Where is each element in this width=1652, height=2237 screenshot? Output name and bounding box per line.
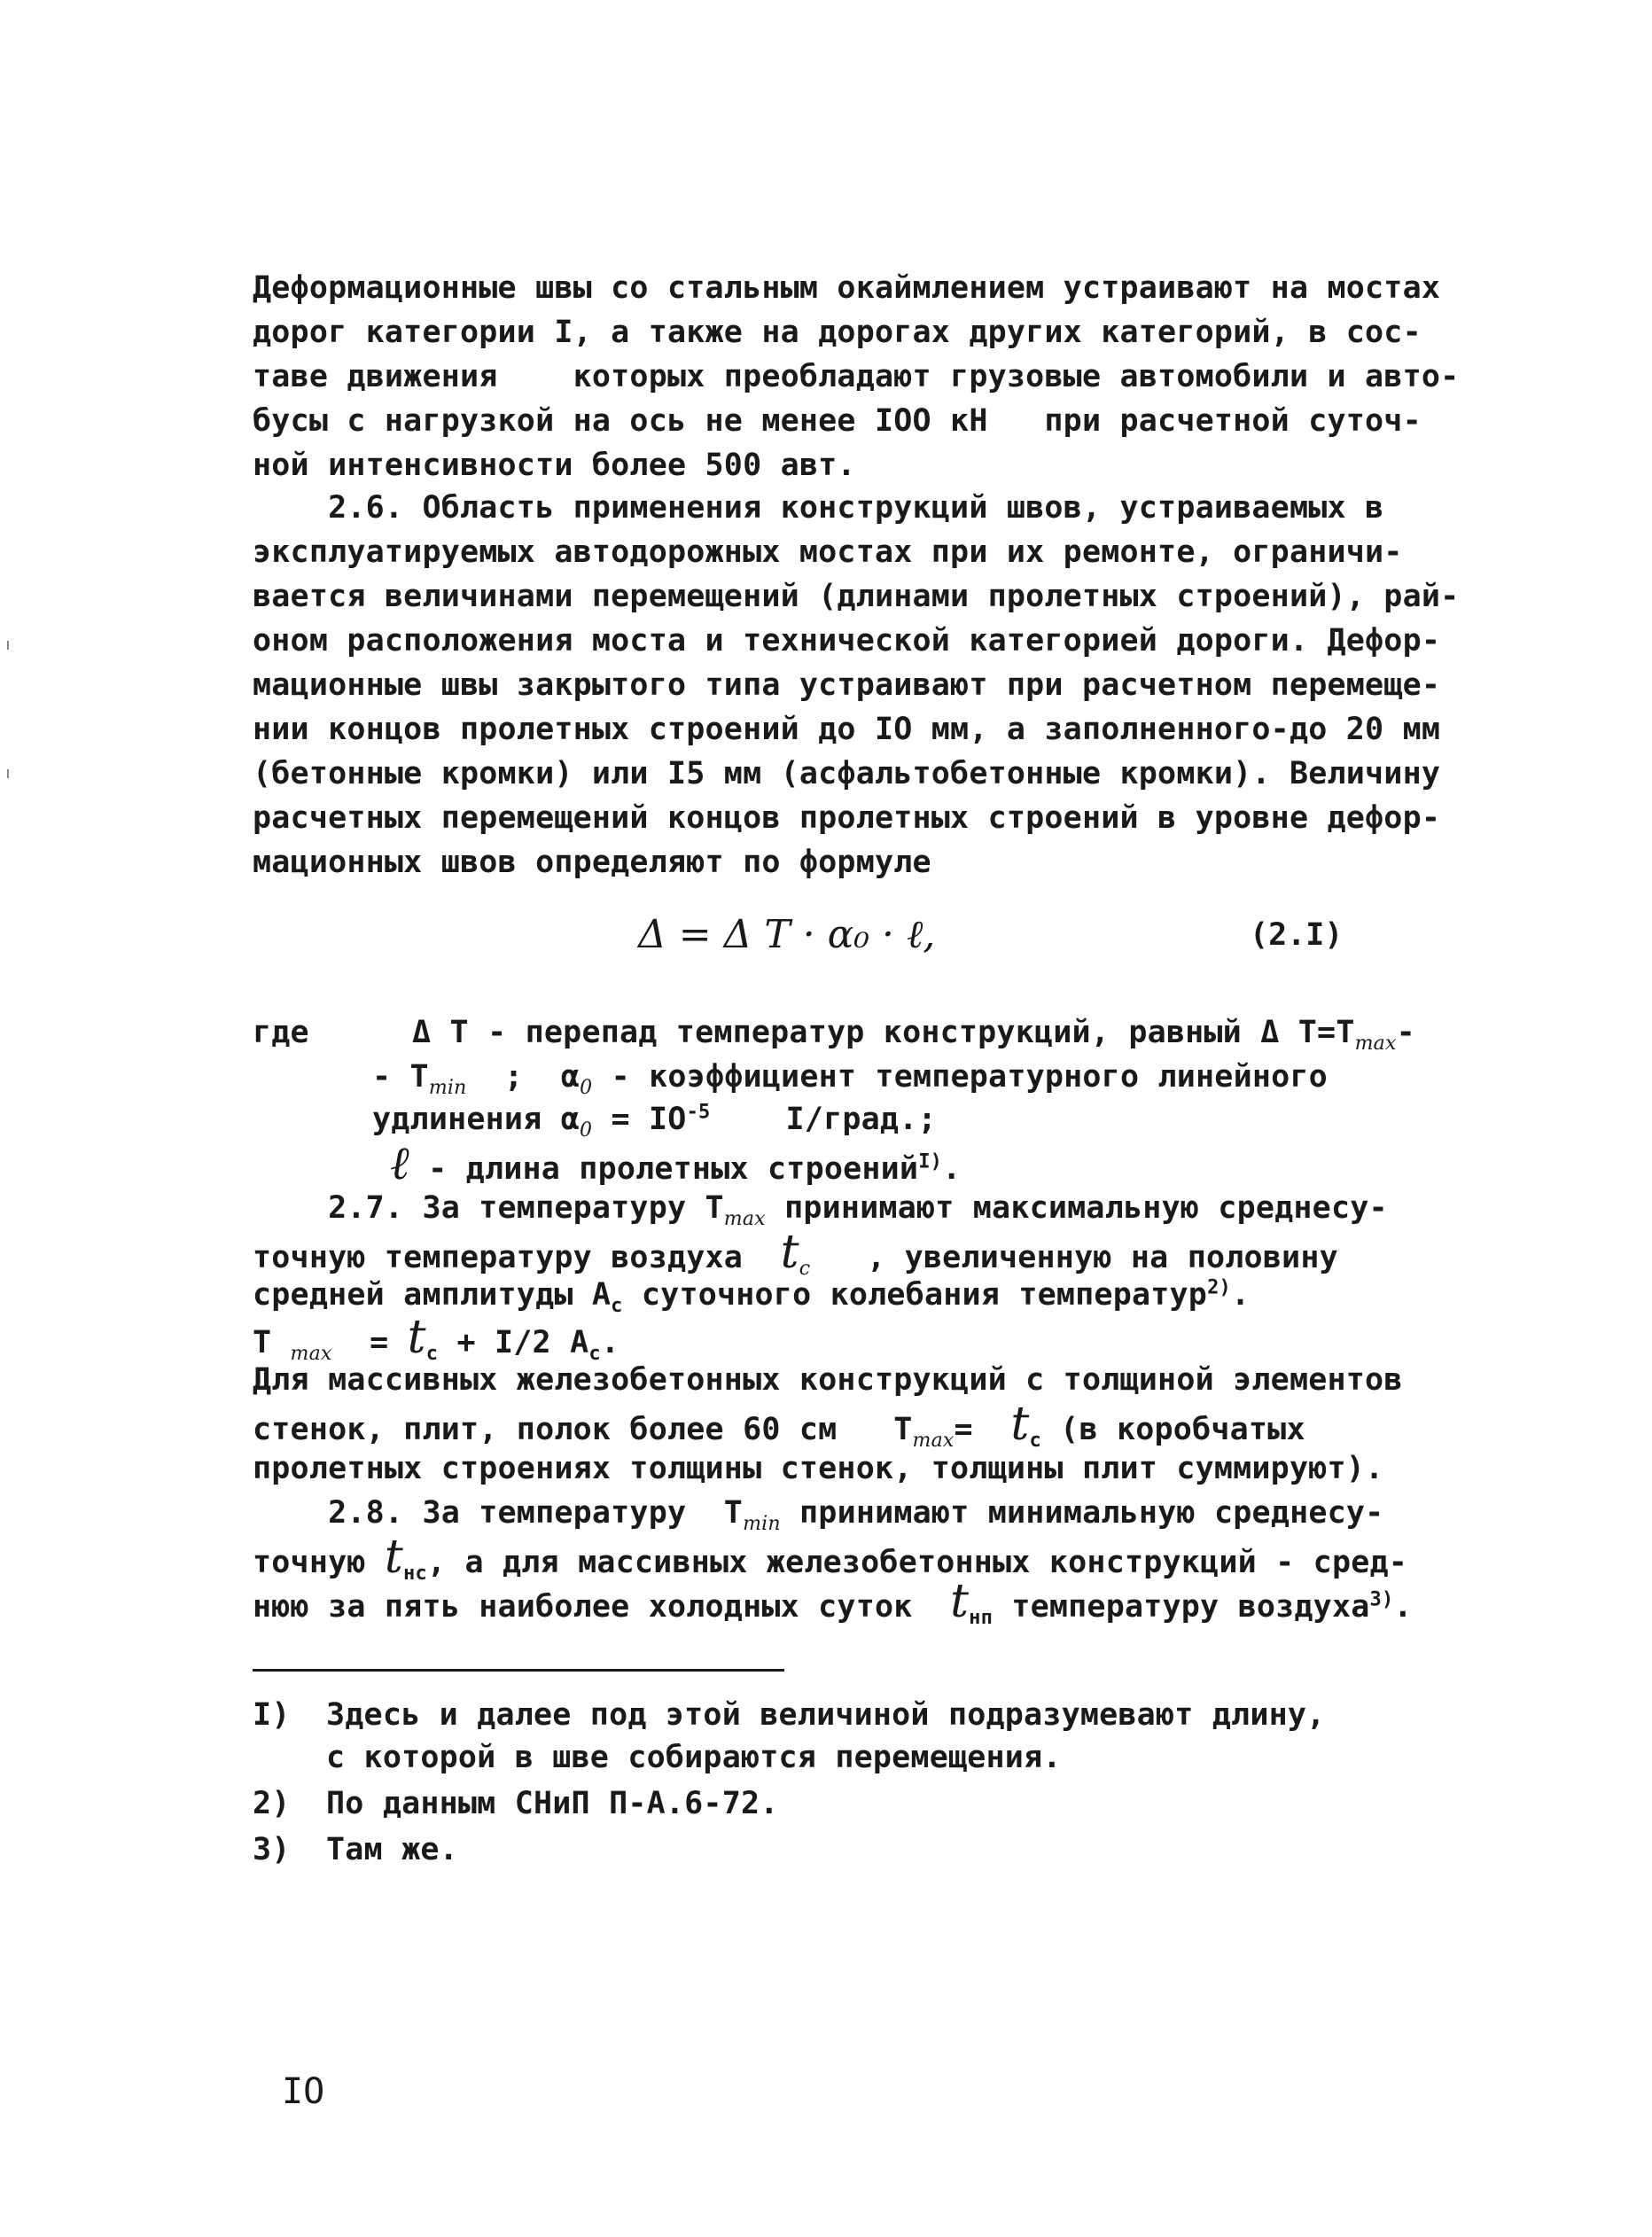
text-span: = bbox=[954, 1412, 1011, 1447]
subscript: max bbox=[1354, 1033, 1397, 1055]
text-line: пролетных строениях толщины стенок, толщины плит суммируют). bbox=[253, 1451, 1384, 1486]
where-text: . bbox=[942, 1151, 962, 1187]
text-span: точную bbox=[253, 1545, 385, 1580]
text-line bbox=[253, 1491, 1383, 1535]
text-line: ной интенсивности более 500 авт. bbox=[253, 448, 856, 483]
text-line: эксплуатируемых автодорожных мостах при их ремонте, ограничи- bbox=[253, 534, 1403, 570]
subscript: min bbox=[743, 1513, 781, 1535]
footnote-divider bbox=[253, 1669, 784, 1672]
temp-symbol: t bbox=[407, 1311, 426, 1364]
footnote-text: Там же. bbox=[326, 1832, 458, 1867]
where-text: - bbox=[1396, 1015, 1415, 1050]
text-span: температуру воздуха bbox=[993, 1589, 1370, 1625]
temp-symbol: t bbox=[384, 1531, 404, 1584]
footnote-text: с которой в шве собираются перемещения. bbox=[326, 1740, 1062, 1775]
text-line bbox=[253, 1273, 1250, 1317]
where-text: удлинения α bbox=[372, 1102, 580, 1137]
text-line bbox=[253, 1575, 1413, 1629]
text-line: расчетных перемещений концов пролетных строений в уровне дефор- bbox=[253, 800, 1441, 836]
where-line bbox=[390, 1137, 962, 1191]
text-span: средней амплитуды A bbox=[253, 1277, 612, 1313]
text-line: мационные швы закрытого типа устраивают при расчетном перемеще- bbox=[253, 667, 1441, 703]
where-line bbox=[372, 1055, 1328, 1099]
subscript: max bbox=[912, 1430, 955, 1452]
footnote-mark: I) bbox=[253, 1697, 291, 1733]
footnote-mark: 3) bbox=[253, 1832, 291, 1867]
where-text: ; α bbox=[466, 1059, 581, 1095]
subscript: нп bbox=[969, 1607, 994, 1629]
text-line: оном расположения моста и технической категорией дороги. Дефор- bbox=[253, 623, 1441, 659]
subscript: c bbox=[799, 1258, 811, 1280]
text-line: дорог категории I, а также на дорогах других категорий, в сос- bbox=[253, 315, 1422, 350]
where-line bbox=[412, 1010, 1415, 1055]
superscript: 2) bbox=[1207, 1276, 1231, 1299]
text-span: 2.8. За температуру T bbox=[253, 1495, 744, 1531]
where-word: где bbox=[253, 1015, 309, 1050]
where-text: - T bbox=[372, 1059, 429, 1095]
where-text: I/град.; bbox=[710, 1102, 937, 1137]
text-span: = bbox=[331, 1325, 408, 1360]
text-span: 2.7. За температуру T bbox=[253, 1190, 724, 1226]
temp-symbol: t bbox=[1010, 1398, 1030, 1451]
text-span: . bbox=[1230, 1277, 1251, 1313]
scan-mark bbox=[7, 641, 9, 650]
where-line bbox=[372, 1097, 937, 1142]
ell-symbol: ℓ bbox=[390, 1137, 409, 1190]
text-span: стенок, плит, полок более 60 см T bbox=[253, 1412, 913, 1447]
text-line: вается величинами перемещений (длинами пролетных строений), рай- bbox=[253, 579, 1460, 614]
text-span: принимают максимальную среднесу- bbox=[765, 1190, 1388, 1226]
text-line: Деформационные швы со стальным окаймлением устраивают на мостах bbox=[253, 270, 1441, 306]
text-span: + I/2 A bbox=[438, 1325, 589, 1360]
superscript: I) bbox=[918, 1150, 943, 1173]
formula-number: (2.I) bbox=[1250, 917, 1344, 953]
where-text: - коэффициент температурного линейного bbox=[592, 1059, 1328, 1095]
subscript: c bbox=[611, 1295, 623, 1317]
footnote-text: Здесь и далее под этой величиной подразумевают длину, bbox=[326, 1697, 1326, 1733]
subscript: 0 bbox=[580, 1077, 593, 1099]
text-span: . bbox=[1393, 1589, 1413, 1625]
formula: Δ = Δ T · α₀ · ℓ, bbox=[638, 912, 936, 957]
text-line: Для массивных железобетонных конструкций с толщиной элементов bbox=[253, 1362, 1403, 1398]
footnote-mark: 2) bbox=[253, 1786, 291, 1821]
superscript: 3) bbox=[1369, 1588, 1394, 1611]
text-span: , а для массивных железобетонных конструкций - сред- bbox=[426, 1545, 1408, 1580]
subscript: c bbox=[425, 1343, 439, 1365]
text-span: . bbox=[600, 1325, 620, 1360]
subscript: нс bbox=[403, 1563, 427, 1585]
scan-mark bbox=[7, 769, 9, 778]
text-line: таве движения которых преобладают грузовые автомобили и авто- bbox=[253, 359, 1460, 394]
subscript: max bbox=[723, 1208, 766, 1230]
page-number: IO bbox=[282, 2071, 325, 2112]
subscript: max bbox=[290, 1343, 332, 1365]
subscript: 0 bbox=[580, 1119, 593, 1142]
temp-symbol: t bbox=[950, 1575, 970, 1628]
text-span: нюю за пять наиболее холодных суток bbox=[253, 1589, 951, 1625]
subscript: min bbox=[428, 1077, 467, 1099]
text-span: T bbox=[253, 1325, 291, 1360]
text-line bbox=[253, 1531, 1408, 1585]
temp-symbol: t bbox=[780, 1226, 799, 1279]
superscript: -5 bbox=[686, 1101, 711, 1124]
text-line: нии концов пролетных строений до IO мм, а заполненного-до 20 мм bbox=[253, 712, 1441, 747]
text-line: бусы с нагрузкой на ось не менее IOO кН при расчетной суточ- bbox=[253, 403, 1422, 439]
where-text: Δ T - перепад температур конструкций, равный Δ T=T bbox=[412, 1015, 1355, 1050]
text-line bbox=[253, 1186, 1388, 1230]
text-line: мационных швов определяют по формуле bbox=[253, 845, 931, 880]
subscript: c bbox=[588, 1343, 601, 1365]
where-text: - длина пролетных строений bbox=[409, 1151, 919, 1187]
text-span: суточного колебания температур bbox=[622, 1277, 1208, 1313]
subscript: c bbox=[1029, 1430, 1041, 1452]
text-span: принимают минимальную среднесу- bbox=[780, 1495, 1384, 1531]
text-span: (в коробчатых bbox=[1040, 1412, 1305, 1447]
text-line: 2.6. Область применения конструкций швов, устраиваемых в bbox=[253, 490, 1384, 526]
where-text: = IO bbox=[592, 1102, 687, 1137]
text-line bbox=[253, 1398, 1305, 1452]
text-span: точную температуру воздуха bbox=[253, 1240, 781, 1275]
footnote-text: По данным СНиП П-А.6-72. bbox=[326, 1786, 779, 1821]
text-span: , увеличенную на половину bbox=[810, 1240, 1338, 1275]
text-line: (бетонные кромки) или I5 мм (асфальтобетонные кромки). Величину bbox=[253, 756, 1441, 791]
